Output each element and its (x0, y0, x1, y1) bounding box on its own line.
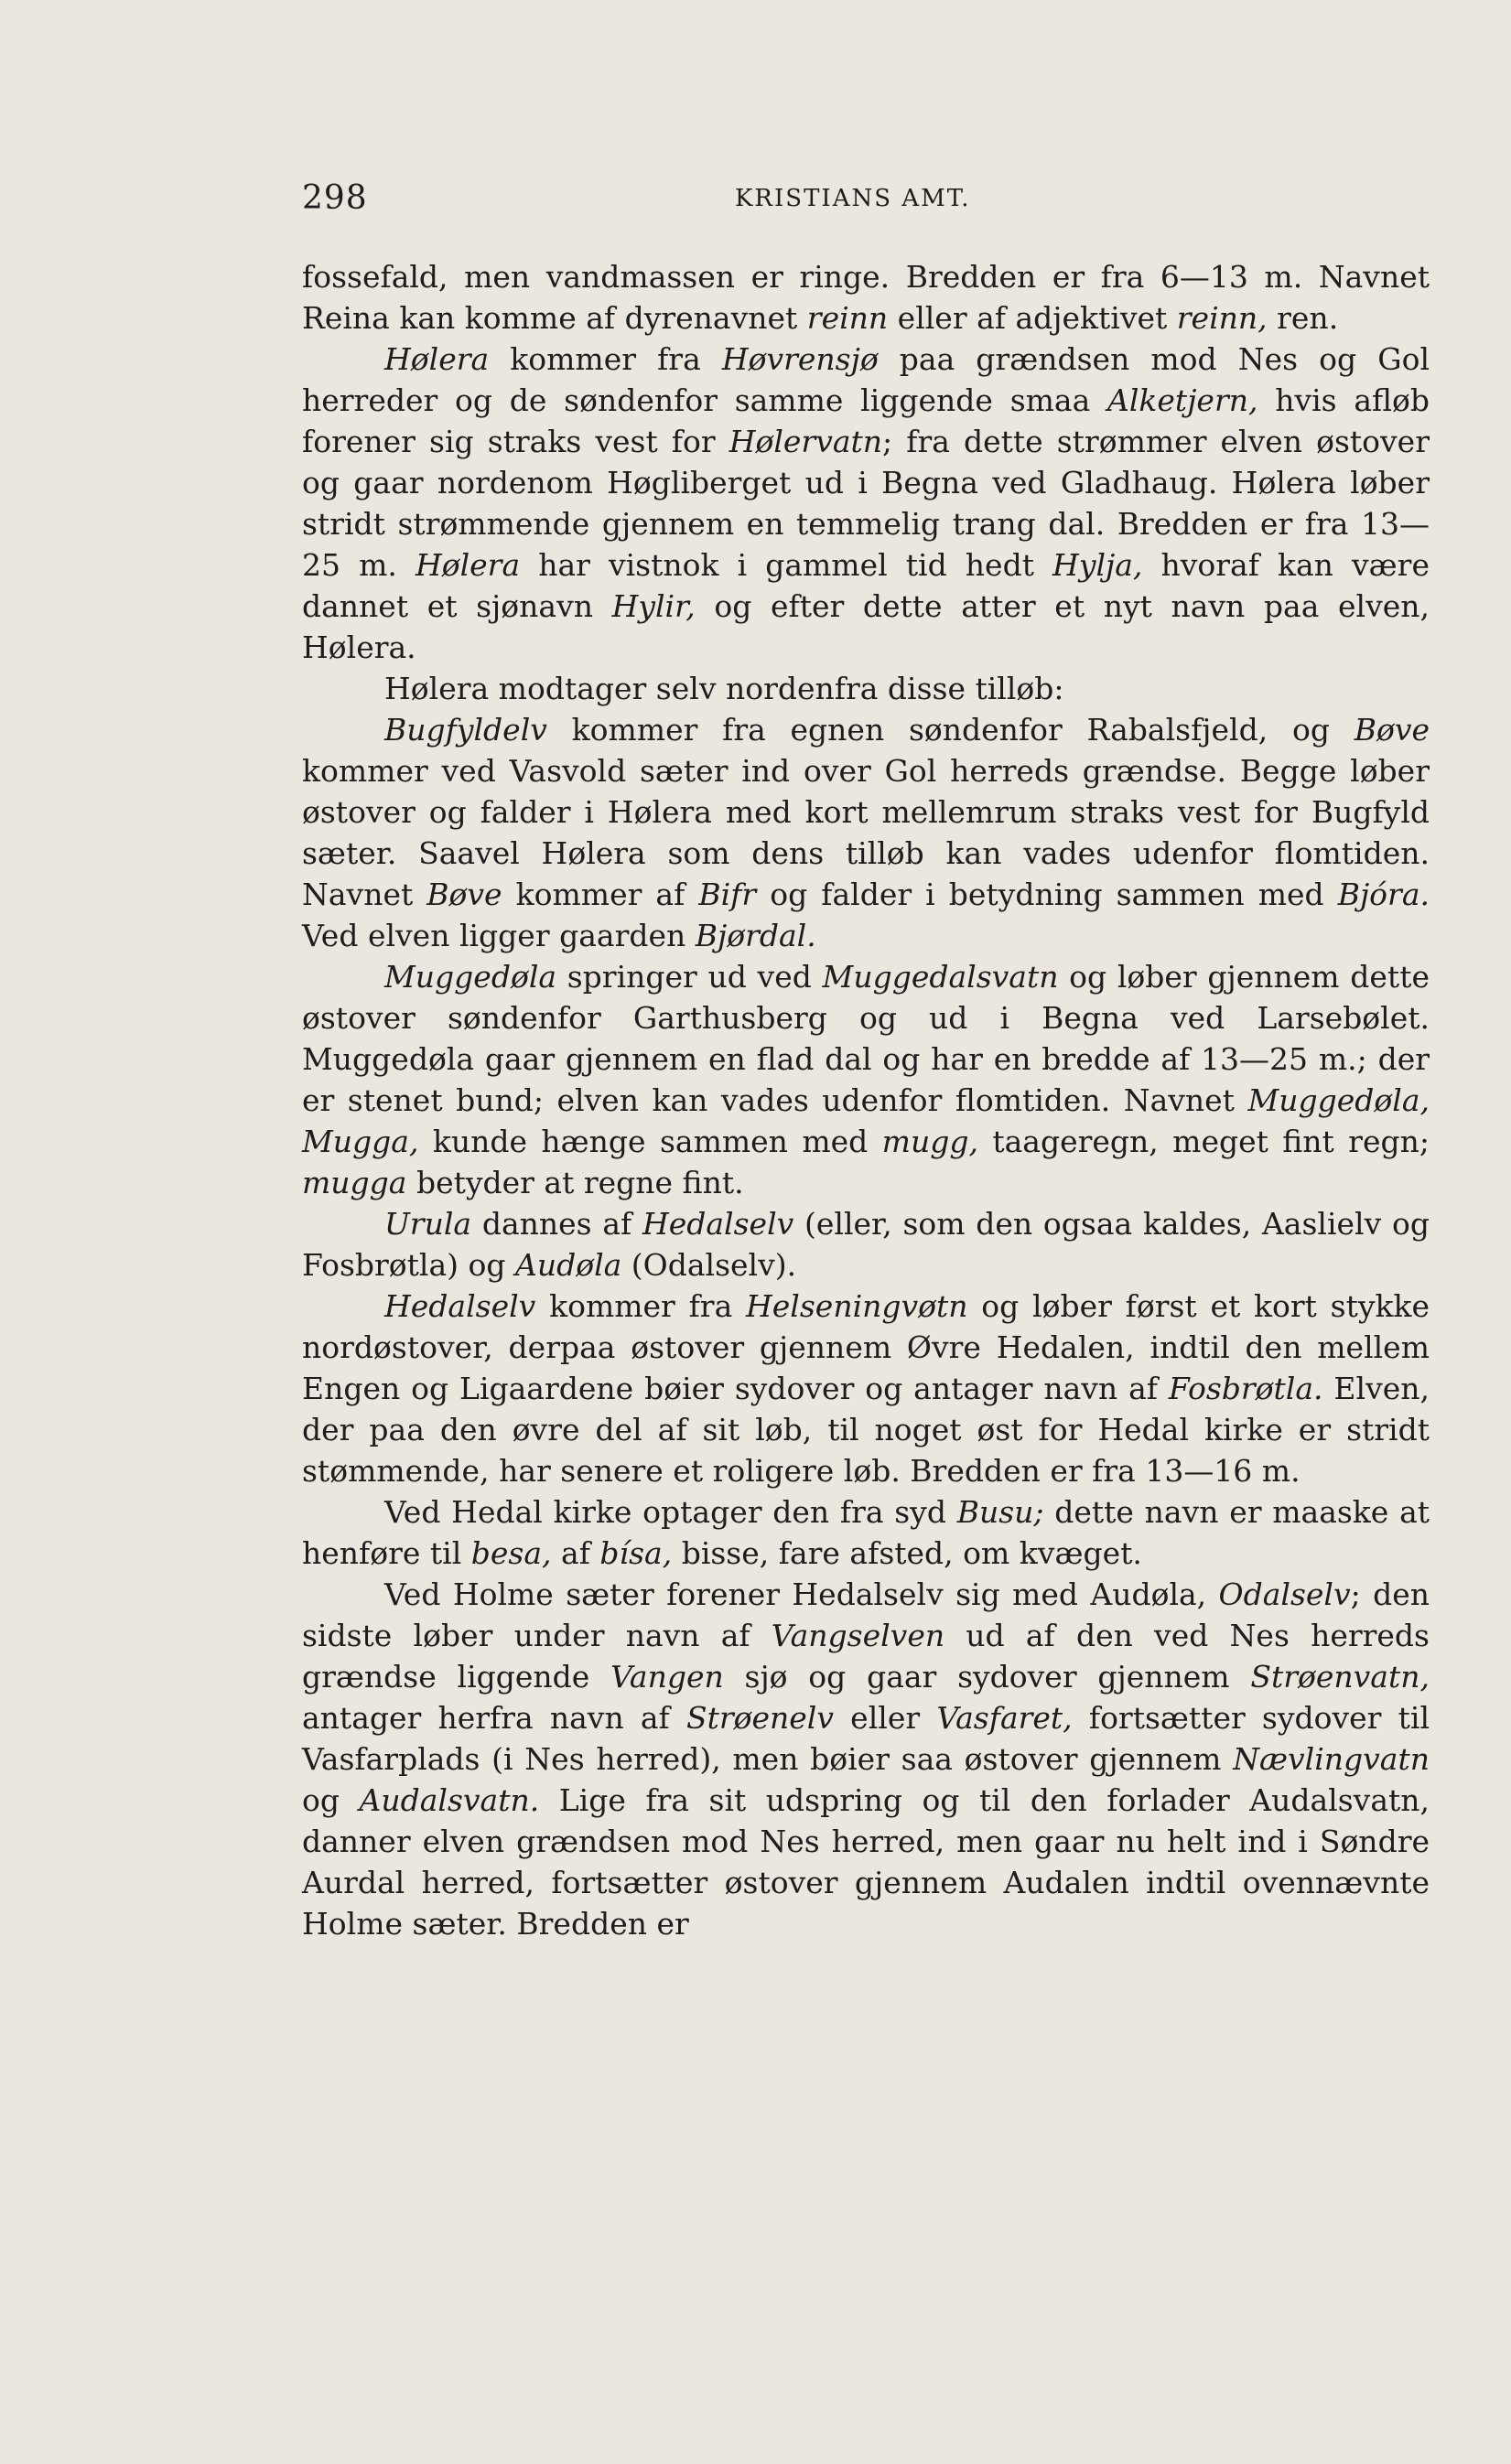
italic-term: besa, (470, 1535, 552, 1571)
italic-term: Audøla (515, 1247, 622, 1283)
italic-term: Strøenelv (685, 1700, 834, 1736)
text-run: ren. (1267, 300, 1339, 336)
italic-term: Nævlingvatn (1233, 1741, 1430, 1777)
italic-term: mugga (302, 1165, 407, 1200)
text-run: kommer fra (489, 341, 722, 377)
italic-term: Odalselv (1218, 1576, 1351, 1612)
text-run: Elven, der paa den øvre del af sit løb, til noget øst for Hedal kirke er stridt stømmende, har senere et roligere løb. Bredden er fra 13—16 m. (302, 1371, 1430, 1489)
text-run: og løber først et kort stykke nordøstover, derpaa østover gjennem Øvre Hedalen, indtil den mellem Engen og Ligaardene bøier sydover og antager navn af (302, 1288, 1430, 1406)
text-run: (Odalselv). (621, 1247, 797, 1283)
text-run: Ved Hedal kirke optager den fra syd (384, 1494, 957, 1530)
italic-term: Vangselven (771, 1618, 945, 1653)
italic-term: reinn (806, 300, 889, 336)
paragraph (302, 668, 1430, 709)
italic-term: Bifr (698, 877, 757, 912)
text-run: og falder i betydning sammen med (756, 877, 1338, 912)
text-run: ; den sidste løber under navn af (302, 1576, 1430, 1653)
text-run: og efter dette atter et nyt navn paa elven, Hølera. (302, 588, 1430, 665)
italic-term: Hylja, (1052, 547, 1143, 583)
italic-term: Strøenvatn, (1250, 1659, 1430, 1695)
italic-term: mugg, (881, 1124, 978, 1159)
text-run: kommer fra (535, 1288, 746, 1324)
text-run: eller (834, 1700, 937, 1736)
text-run: paa grændsen mod Nes og Gol herreder og de søndenfor samme liggende smaa (302, 341, 1430, 418)
text-run: Ved Holme sæter forener Hedalselv sig med Audøla, (384, 1576, 1219, 1612)
italic-term: Vangen (610, 1659, 724, 1695)
italic-term: Fosbrøtla. (1168, 1371, 1323, 1406)
italic-term: Bøve (426, 877, 502, 912)
italic-term: Hølera (384, 341, 490, 377)
text-run: og løber gjennem dette østover søndenfor Garthusberg og ud i Begna ved Larsebølet. Muggedøla gaar gjennem en flad dal og har en bredde af 13—25 m.; der er stenet bund; elven kan vades udenfor flomtiden. Navnet (302, 959, 1430, 1118)
text-run: kunde hænge sammen med (418, 1124, 882, 1159)
paragraph (302, 1203, 1430, 1286)
paragraph (302, 1491, 1430, 1574)
text-run: kommer af (502, 877, 699, 912)
italic-term: Busu; (956, 1494, 1044, 1530)
text-run: kommer ved Vasvold sæter ind over Gol herreds grændse. Begge løber østover og falder i Hølera med kort mellemrum straks vest for Bugfyld sæter. Saavel Hølera som dens tilløb kan vades udenfor flomtiden. Navnet (302, 753, 1430, 912)
text-run: af (551, 1535, 600, 1571)
running-title: KRISTIANS AMT. (735, 185, 971, 212)
text-run: fortsætter sydover til Vasfarplads (i Nes herred), men bøier saa østover gjennem (302, 1700, 1430, 1777)
italic-term: Bjørdal. (695, 918, 816, 953)
text-run: Ved elven ligger gaarden (302, 918, 696, 953)
italic-term: Hølervatn (729, 424, 883, 459)
italic-term: Muggedalsvatn (822, 959, 1059, 995)
text-run: Lige fra sit udspring og til den forlader Audalsvatn, danner elven grændsen mod Nes herred, men gaar nu helt ind i Søndre Aurdal herred, fortsætter østover gjennem Audalen indtil ovennævnte Holme sæter. Bredden er (302, 1782, 1430, 1942)
italic-term: Muggedøla (384, 959, 557, 995)
paragraph (302, 339, 1430, 668)
body-text (302, 256, 1430, 1944)
paragraph (302, 1286, 1430, 1491)
text-run: dette navn er maaske at henføre til (302, 1494, 1430, 1571)
text-run: sjø og gaar sydover gjennem (723, 1659, 1251, 1695)
text-run: bisse, fare afsted, om kvæget. (672, 1535, 1142, 1571)
page-number: 298 (302, 179, 368, 217)
text-run: ud af den ved Nes herreds grændse liggende (302, 1618, 1430, 1695)
text-run: har vistnok i gammel tid hedt (520, 547, 1053, 583)
italic-term: reinn, (1176, 300, 1268, 336)
text-run: antager herfra navn af (302, 1700, 686, 1736)
italic-term: Audalsvatn. (359, 1782, 540, 1818)
italic-term: Bugfyldelv (384, 712, 547, 748)
italic-term: Hølera (415, 547, 521, 583)
text-run: Hølera modtager selv nordenfra disse tilløb: (384, 671, 1064, 706)
italic-term: Helseningvøtn (746, 1288, 968, 1324)
page-header (302, 179, 1473, 221)
italic-term: Høvrensjø (721, 341, 879, 377)
text-run: taageregn, meget fint regn; (977, 1124, 1430, 1159)
paragraph (302, 256, 1430, 339)
italic-term: Alketjern, (1107, 382, 1258, 418)
text-run: dannes af (471, 1206, 642, 1242)
italic-term: Hedalselv (384, 1288, 536, 1324)
text-run: og (302, 1782, 360, 1818)
paragraph (302, 956, 1430, 1203)
text-run: kommer fra egnen søndenfor Rabalsfjeld, og (546, 712, 1355, 748)
text-run: ; fra dette strømmer elven østover og gaar nordenom Høgliberget ud i Begna ved Gladhaug. Hølera løber stridt strømmende gjennem en temmelig trang dal. Bredden er fra 13—25 m. (302, 424, 1430, 583)
italic-term: Hedalselv (642, 1206, 794, 1242)
italic-term: Muggedøla, Mugga, (302, 1082, 1430, 1159)
text-run: betyder at regne fint. (406, 1165, 744, 1200)
italic-term: Vasfaret, (936, 1700, 1073, 1736)
text-run: hvis afløb forener sig straks vest for (302, 382, 1430, 459)
paragraph (302, 709, 1430, 956)
italic-term: Urula (384, 1206, 472, 1242)
italic-term: Bøve (1354, 712, 1430, 748)
paragraph (302, 1574, 1430, 1944)
italic-term: bísa, (599, 1535, 673, 1571)
text-run: hvoraf kan være dannet et sjønavn (302, 547, 1430, 624)
italic-term: Bjóra. (1337, 877, 1430, 912)
text-run: eller af adjektivet (888, 300, 1177, 336)
text-run: springer ud ved (556, 959, 823, 995)
italic-term: Hylir, (611, 588, 696, 624)
text-run: (eller, som den ogsaa kaldes, Aaslielv og Fosbrøtla) og (302, 1206, 1430, 1283)
text-run: fossefald, men vandmassen er ringe. Bredden er fra 6—13 m. Navnet Reina kan komme af dyrenavnet (302, 259, 1430, 336)
